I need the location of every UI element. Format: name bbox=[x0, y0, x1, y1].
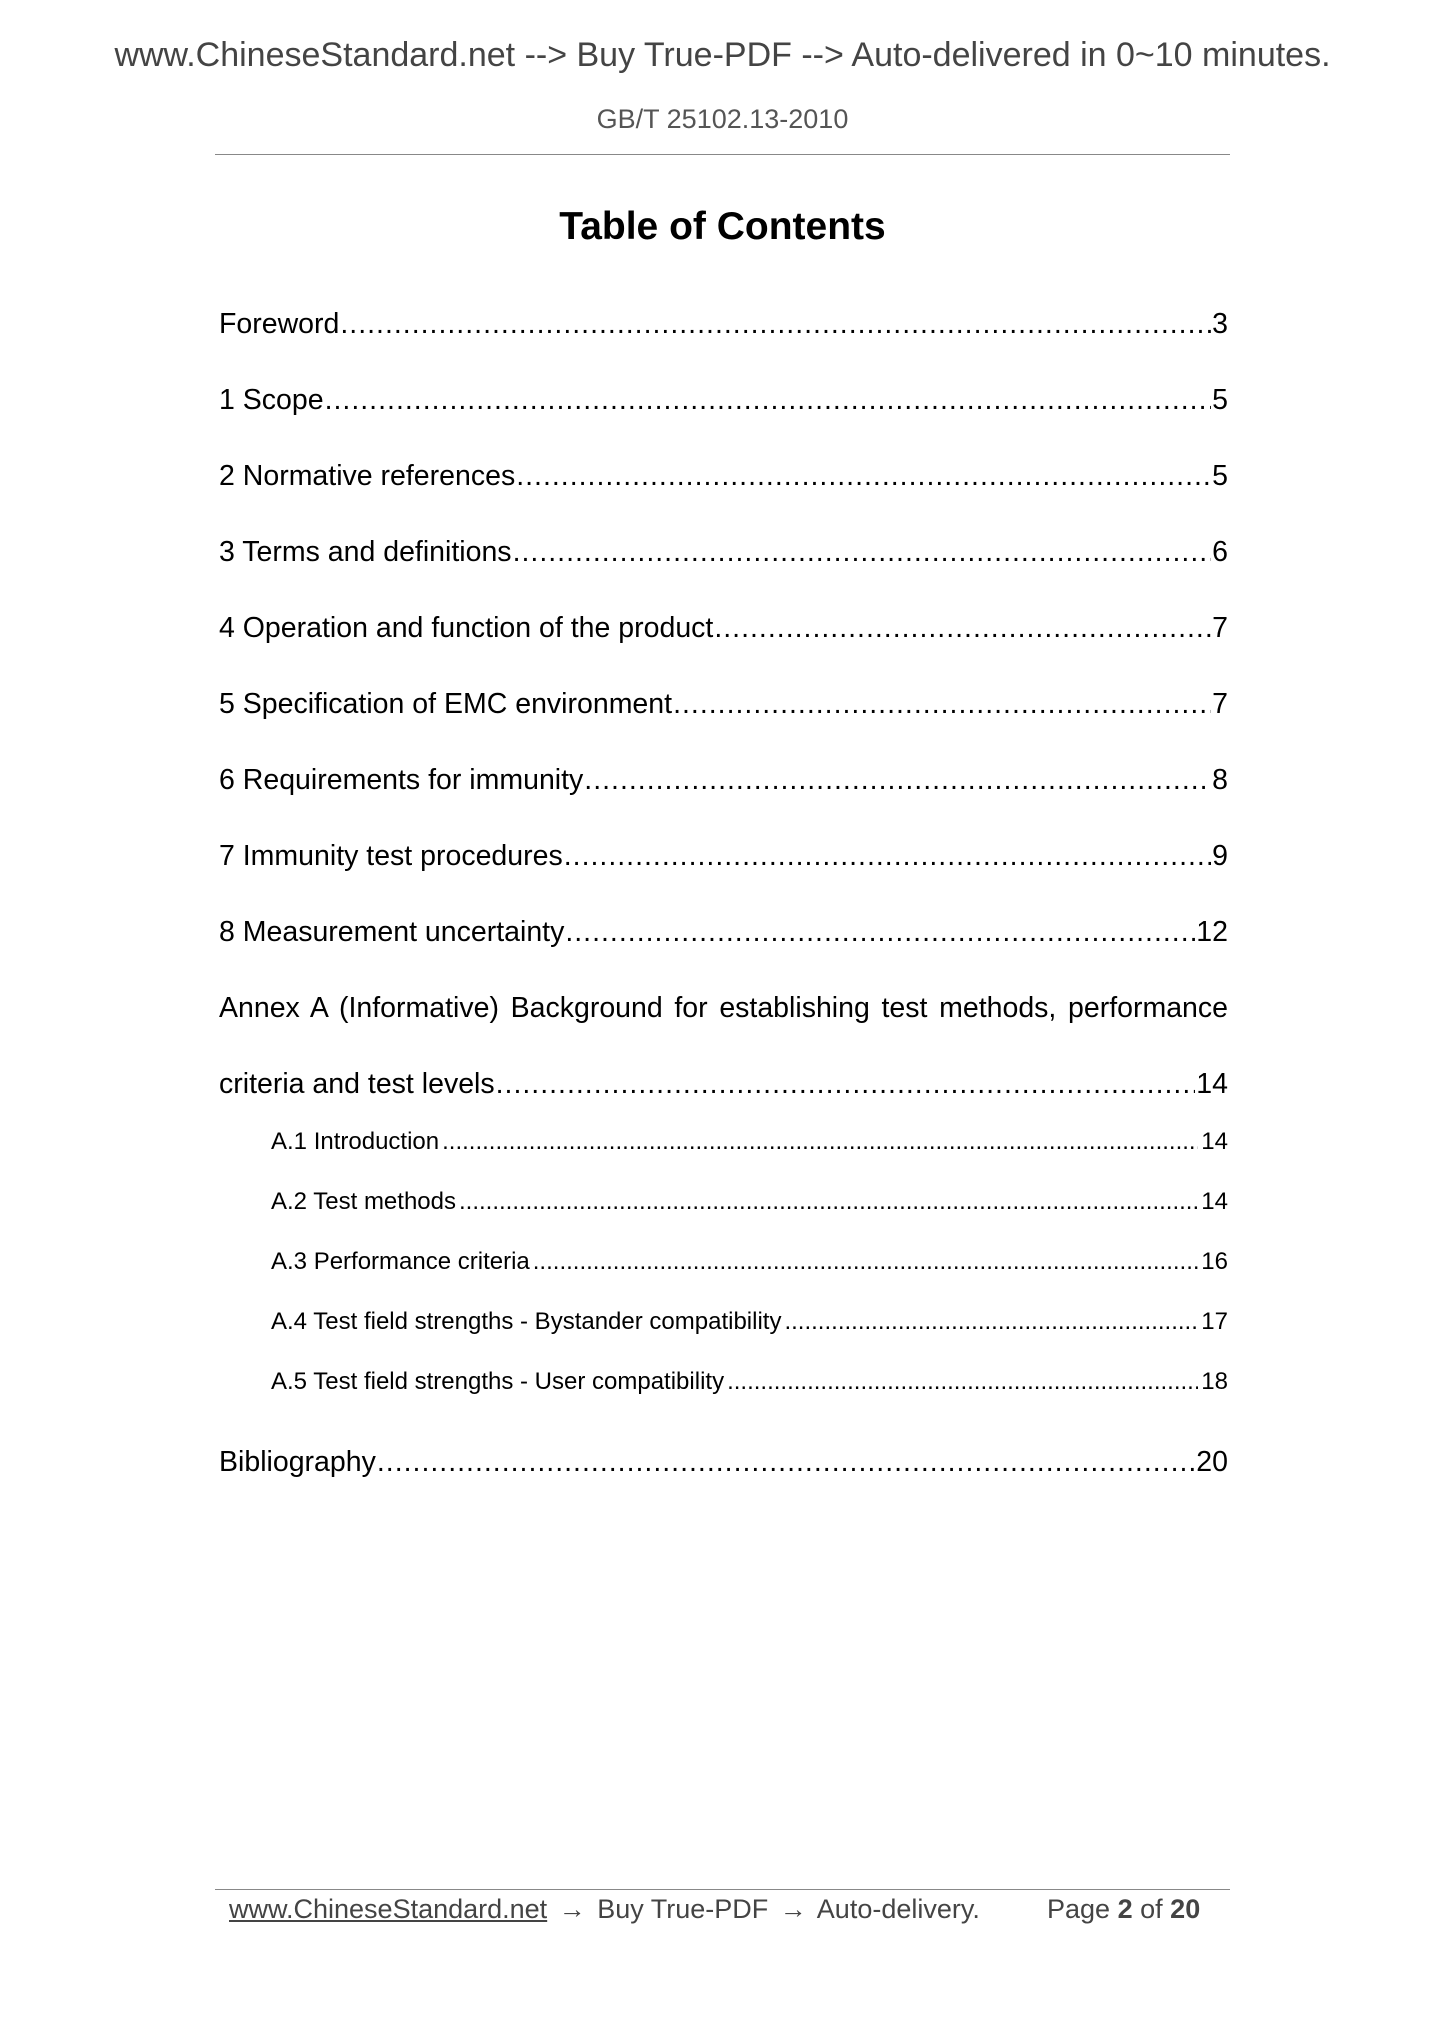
toc-entry-page: 12 bbox=[1196, 916, 1228, 948]
dot-leader bbox=[459, 1187, 1198, 1217]
page-word: Page bbox=[1047, 1894, 1111, 1924]
dot-leader bbox=[714, 610, 1211, 646]
toc-subentry-a5[interactable] bbox=[271, 1367, 1228, 1397]
toc-entry-label: 2 Normative references bbox=[219, 460, 516, 492]
toc-subentry-page: 18 bbox=[1201, 1368, 1228, 1395]
dot-leader bbox=[533, 1247, 1199, 1277]
toc-subentry-label: A.4 Test field strengths - Bystander compatibility bbox=[271, 1308, 782, 1335]
toc-entry-annex-a[interactable] bbox=[219, 1066, 1228, 1102]
dot-leader bbox=[496, 1066, 1196, 1102]
toc-entry-page: 3 bbox=[1212, 308, 1228, 340]
toc-subentry-page: 14 bbox=[1201, 1128, 1228, 1155]
arrow-right-icon: → bbox=[558, 1894, 586, 1924]
footer-delivery-text: Auto-delivery. bbox=[816, 1894, 980, 1924]
toc-subentry-page: 14 bbox=[1201, 1188, 1228, 1215]
toc-entry-annex-a-line1[interactable]: Annex A (Informative) Background for establishing test methods, performance bbox=[219, 992, 1228, 1024]
toc-entry-label: 8 Measurement uncertainty bbox=[219, 916, 565, 948]
dot-leader bbox=[784, 1307, 1198, 1337]
toc-entry-bibliography[interactable] bbox=[219, 1444, 1228, 1480]
toc-entry-page: 5 bbox=[1212, 460, 1228, 492]
footer-buy-text: Buy True-PDF bbox=[597, 1894, 769, 1924]
dot-leader bbox=[513, 534, 1212, 570]
arrow-right-icon: → bbox=[779, 1894, 807, 1924]
toc-entry-label: Bibliography bbox=[219, 1446, 376, 1478]
toc-entry-label: 7 Immunity test procedures bbox=[219, 840, 563, 872]
page-current: 2 bbox=[1117, 1894, 1133, 1924]
dot-leader bbox=[325, 382, 1212, 418]
toc-entry-label: 5 Specification of EMC environment bbox=[219, 688, 673, 720]
footer-promo bbox=[229, 1891, 980, 1927]
toc-entry-label: criteria and test levels bbox=[219, 1068, 495, 1100]
dot-leader bbox=[516, 458, 1211, 494]
toc-entry-label: 1 Scope bbox=[219, 384, 324, 416]
header-divider bbox=[215, 154, 1230, 155]
page-indicator bbox=[1047, 1891, 1200, 1927]
toc-entry-measurement-uncertainty[interactable] bbox=[219, 914, 1228, 950]
toc-entry-page: 6 bbox=[1212, 536, 1228, 568]
dot-leader bbox=[727, 1367, 1198, 1397]
toc-entry-normative-references[interactable] bbox=[219, 458, 1228, 494]
footer-site-link[interactable]: www.ChineseStandard.net bbox=[229, 1894, 548, 1924]
toc-entry-page: 20 bbox=[1196, 1446, 1228, 1478]
dot-leader bbox=[442, 1127, 1198, 1157]
toc-entry-page: 5 bbox=[1212, 384, 1228, 416]
toc-entry-label: 3 Terms and definitions bbox=[219, 536, 512, 568]
dot-leader bbox=[673, 686, 1211, 722]
footer-divider bbox=[215, 1889, 1230, 1890]
toc-subentry-a1[interactable] bbox=[271, 1127, 1228, 1157]
toc-subentry-page: 16 bbox=[1201, 1248, 1228, 1275]
dot-leader bbox=[377, 1444, 1195, 1480]
toc-subentry-label: A.5 Test field strengths - User compatibility bbox=[271, 1368, 725, 1395]
document-code: GB/T 25102.13-2010 bbox=[596, 104, 849, 134]
dot-leader bbox=[584, 762, 1211, 798]
toc-entry-page: 8 bbox=[1212, 764, 1228, 796]
top-banner: www.ChineseStandard.net --> Buy True-PDF --> Auto-delivered in 0~10 minutes. bbox=[114, 36, 1331, 74]
toc-entry-label: Foreword bbox=[219, 308, 340, 340]
toc-entry-label: 4 Operation and function of the product bbox=[219, 612, 714, 644]
toc-entry-emc-environment[interactable] bbox=[219, 686, 1228, 722]
toc-entry-label: 6 Requirements for immunity bbox=[219, 764, 584, 796]
toc-entry-immunity-test-procedures[interactable] bbox=[219, 838, 1228, 874]
toc-subentry-a2[interactable] bbox=[271, 1187, 1228, 1217]
toc-subentry-label: A.1 Introduction bbox=[271, 1128, 440, 1155]
dot-leader bbox=[340, 306, 1211, 342]
toc-subentry-label: A.2 Test methods bbox=[271, 1188, 456, 1215]
toc-entry-page: 9 bbox=[1212, 840, 1228, 872]
page-total: 20 bbox=[1170, 1894, 1201, 1924]
toc-subentry-page: 17 bbox=[1201, 1308, 1228, 1335]
toc-entry-terms-definitions[interactable] bbox=[219, 534, 1228, 570]
toc-entry-page: 7 bbox=[1212, 612, 1228, 644]
toc-subentry-a3[interactable] bbox=[271, 1247, 1228, 1277]
toc-entry-page: 7 bbox=[1212, 688, 1228, 720]
of-word: of bbox=[1140, 1894, 1163, 1924]
dot-leader bbox=[565, 914, 1195, 950]
toc-subentry-a4[interactable] bbox=[271, 1307, 1228, 1337]
toc-entry-scope[interactable] bbox=[219, 382, 1228, 418]
toc-entry-foreword[interactable] bbox=[219, 306, 1228, 342]
toc-entry-requirements-immunity[interactable] bbox=[219, 762, 1228, 798]
toc-entry-page: 14 bbox=[1196, 1068, 1228, 1100]
toc-title: Table of Contents bbox=[559, 205, 886, 248]
toc-entry-operation-function[interactable] bbox=[219, 610, 1228, 646]
toc-subentry-label: A.3 Performance criteria bbox=[271, 1248, 530, 1275]
dot-leader bbox=[564, 838, 1211, 874]
